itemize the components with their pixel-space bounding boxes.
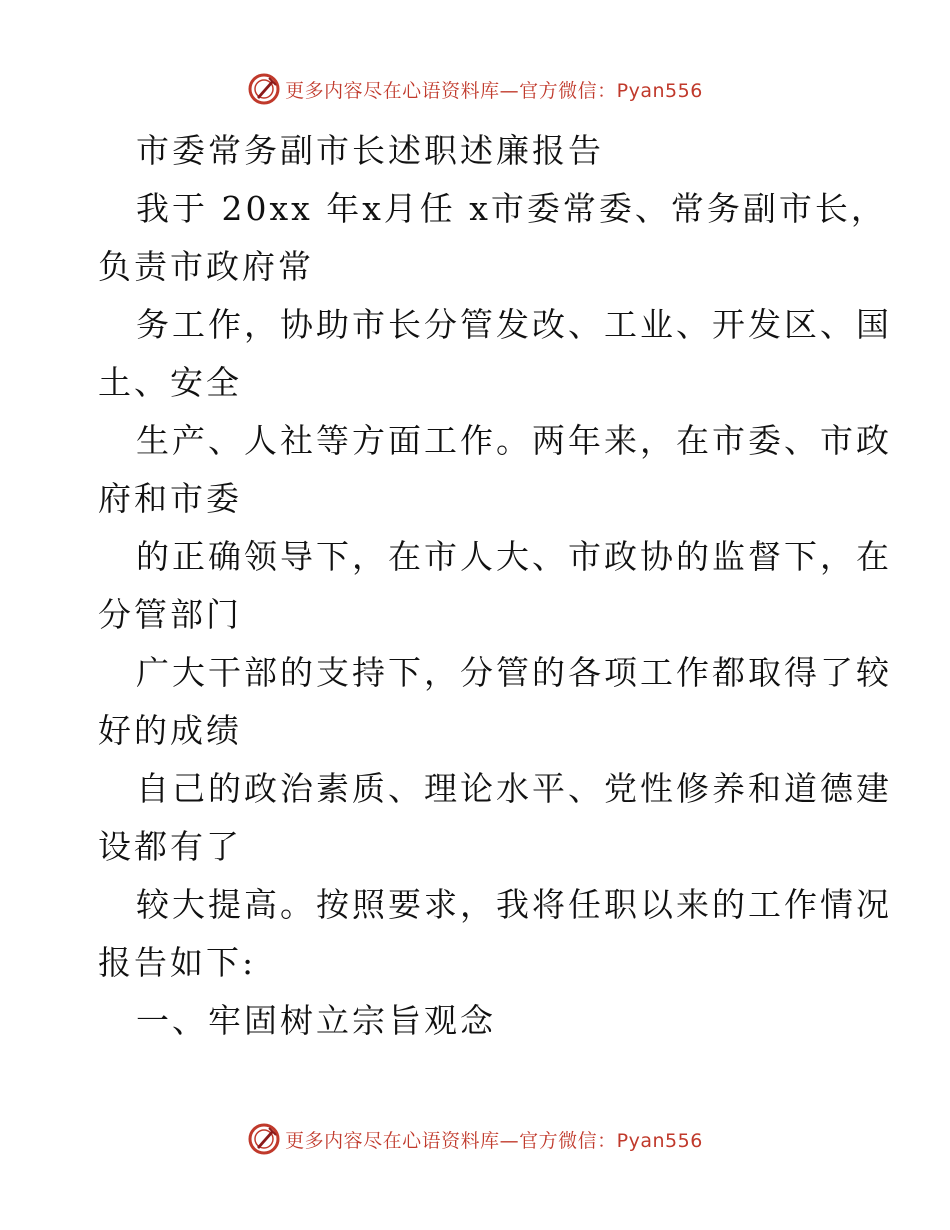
text-line: 自己的政治素质、理论水平、党性修养和道德建 — [136, 769, 892, 808]
footer-watermark — [0, 1122, 950, 1156]
text-line: 一、牢固树立宗旨观念 — [136, 1001, 496, 1040]
document-body — [98, 122, 892, 1050]
text-line: 的正确领导下，在市人大、市政协的监督下，在 — [136, 537, 892, 576]
text-line: 好的成绩 — [98, 711, 242, 750]
quill-logo-icon — [247, 1122, 281, 1156]
text-line: 我于 20xx 年x月任 x市委常委、常务副市长， — [136, 189, 887, 228]
watermark-text: 更多内容尽在心语资料库—官方微信：Pyan556 — [285, 79, 703, 102]
text-line: 广大干部的支持下，分管的各项工作都取得了较 — [136, 653, 892, 692]
text-line: 府和市委 — [98, 479, 242, 518]
text-line: 土、安全 — [98, 363, 242, 402]
text-line: 务工作，协助市长分管发改、工业、开发区、国 — [136, 305, 892, 344]
header-watermark — [0, 72, 950, 106]
text-line: 报告如下: — [98, 943, 257, 982]
watermark-text: 更多内容尽在心语资料库—官方微信：Pyan556 — [285, 1129, 703, 1152]
text-line: 分管部门 — [98, 595, 242, 634]
text-line: 市委常务副市长述职述廉报告 — [136, 131, 604, 170]
text-line: 较大提高。按照要求，我将任职以来的工作情况 — [136, 885, 892, 924]
text-line: 负责市政府常 — [98, 247, 314, 286]
text-line: 生产、人社等方面工作。两年来，在市委、市政 — [136, 421, 892, 460]
quill-logo-icon — [247, 72, 281, 106]
text-line: 设都有了 — [98, 827, 242, 866]
